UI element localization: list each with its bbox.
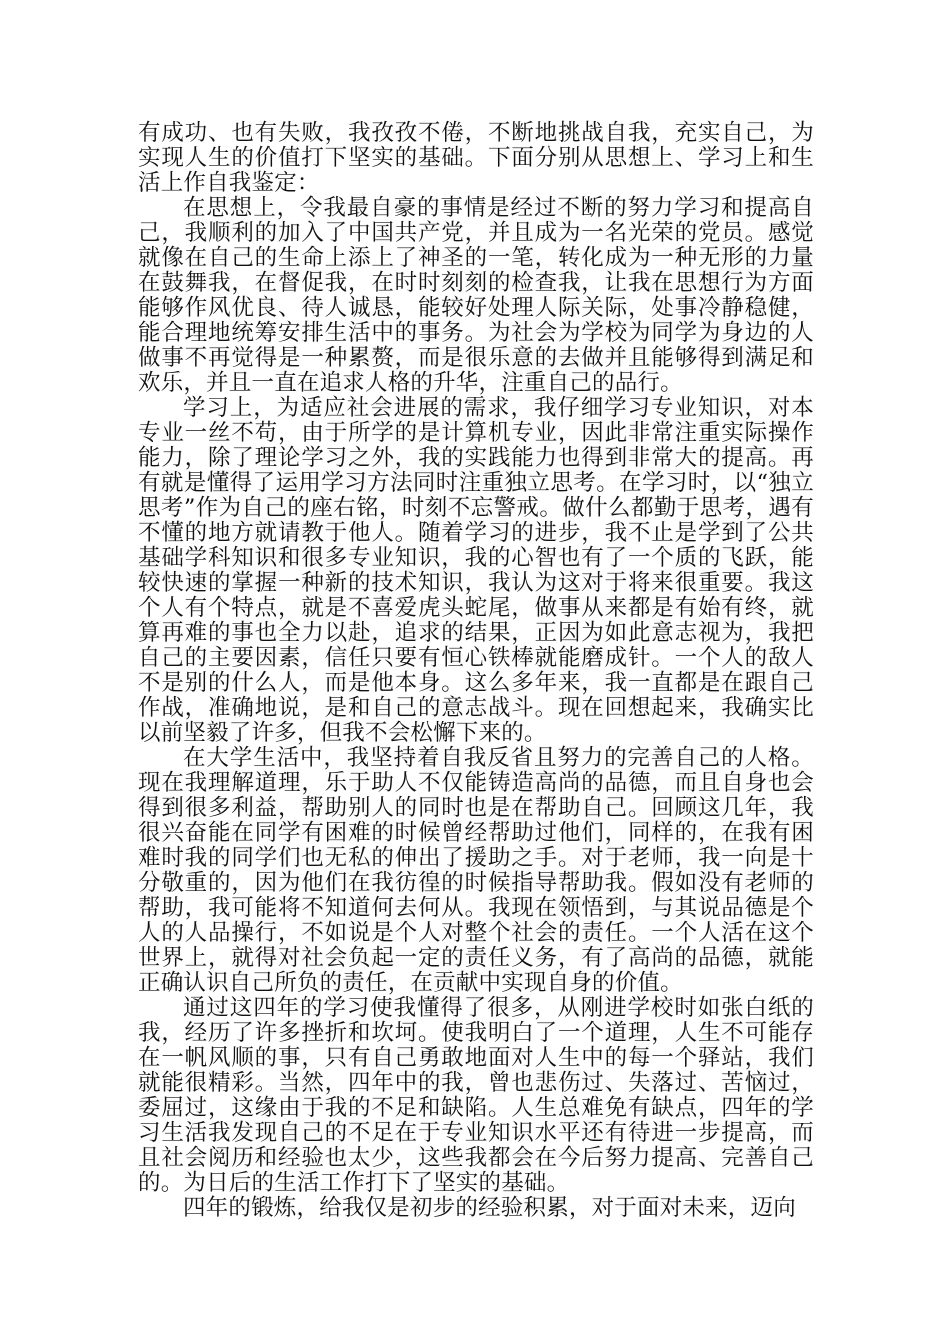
paragraph-life: 在大学生活中，我坚持着自我反省且努力的完善自己的人格。现在我理解道理，乐于助人不仅能铸造高尚的品德，而且自身也会得到很多利益，帮助别人的同时也是在帮助自己。回顾这几年，我很兴奋能在同学有困难的时候曾经帮助过他们，同样的，在我有困难时我的同学们也无私的伸出了援助之手。对于老师，我一向是十分敬重的，因为他们在我彷徨的时候指导帮助我。假如没有老师的帮助，我可能将不知道何去何从。我现在领悟到，与其说品德是个人的人品操行，不如说是个人对整个社会的责任。一个人活在这个世界上，就得对社会负起一定的责任义务，有了高尚的品德，就能正确认识自己所负的责任，在贡献中实现自身的价值。 bbox=[138, 745, 814, 996]
document-body bbox=[138, 121, 814, 1221]
paragraph-intro: 有成功、也有失败，我孜孜不倦，不断地挑战自我，充实自己，为实现人生的价值打下坚实的基础。下面分别从思想上、学习上和生活上作自我鉴定： bbox=[138, 120, 814, 196]
paragraph-thought: 在思想上，令我最自豪的事情是经过不断的努力学习和提高自己，我顺利的加入了中国共产党，并且成为一名光荣的党员。感觉就像在自己的生命上添上了神圣的一笔，转化成为一种无形的力量在鼓舞我，在督促我，在时时刻刻的检查我，让我在思想行为方面能够作风优良、待人诚恳，能较好处理人际关际，处事冷静稳健，能合理地统筹安排生活中的事务。为社会为学校为同学为身边的人做事不再觉得是一种累赘，而是很乐意的去做并且能够得到满足和欢乐，并且一直在追求人格的升华，注重自己的品行。 bbox=[138, 195, 814, 396]
paragraph-reflection: 通过这四年的学习使我懂得了很多，从刚进学校时如张白纸的我，经历了许多挫折和坎坷。使我明白了一个道理，人生不可能存在一帆风顺的事，只有自己勇敢地面对人生中的每一个驿站，我们就能很精彩。当然，四年中的我，曾也悲伤过、失落过、苦恼过，委屈过，这缘由于我的不足和缺陷。人生总难免有缺点，四年的学习生活我发现自己的不足在于专业知识水平还有待进一步提高，而且社会阅历和经验也太少，这些我都会在今后努力提高、完善自己的。为日后的生活工作打下了坚实的基础。 bbox=[138, 995, 814, 1196]
paragraph-future: 四年的锻炼，给我仅是初步的经验积累，对于面对未来，迈向 bbox=[183, 1195, 796, 1221]
paragraph-study: 学习上，为适应社会进展的需求，我仔细学习专业知识，对本专业一丝不苟，由于所学的是计算机专业，因此非常注重实际操作能力，除了理论学习之外，我的实践能力也得到非常大的提高。再有就是懂得了运用学习方法同时注重独立思考。在学习时，以“独立思考”作为自己的座右铭，时刻不忘警戒。做什么都勤于思考，遇有不懂的地方就请教于他人。随着学习的进步，我不止是学到了公共基础学科知识和很多专业知识，我的心智也有了一个质的飞跃，能较快速的掌握一种新的技术知识，我认为这对于将来很重要。我这个人有个特点，就是不喜爱虎头蛇尾，做事从来都是有始有终，就算再难的事也全力以赴，追求的结果，正因为如此意志视为，我把自己的主要因素，信任只要有恒心铁棒就能磨成针。一个人的敌人不是别的什么人，而是他本身。这么多年来，我一直都是在跟自己作战，准确地说，是和自己的意志战斗。现在回想起来，我确实比以前坚毅了许多，但我不会松懈下来的。 bbox=[138, 395, 814, 746]
